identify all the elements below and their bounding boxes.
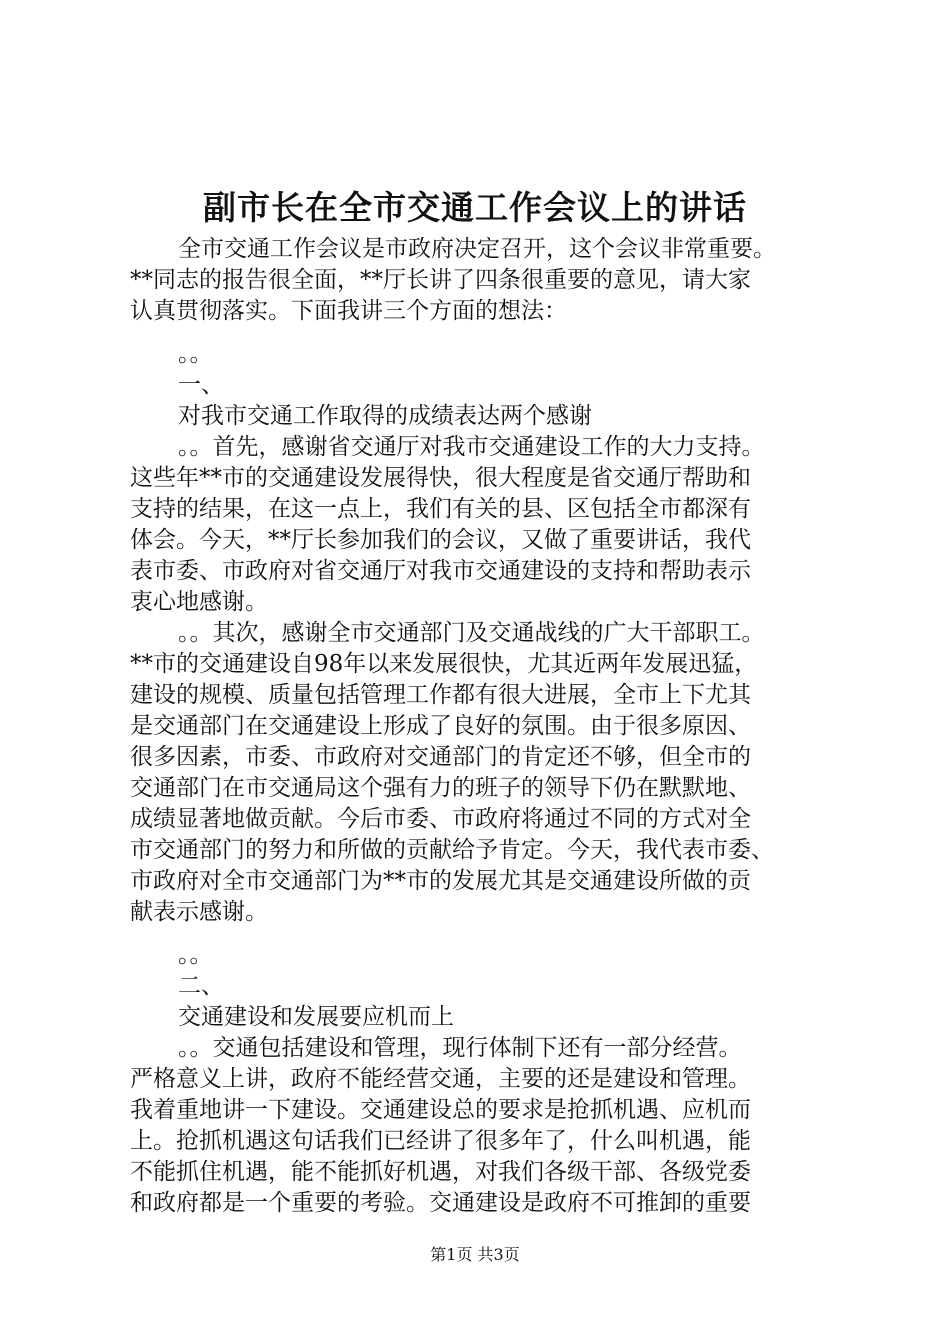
body-line: 建设的规模、质量包括管理工作都有很大进展，全市上下尤其	[130, 682, 751, 708]
paragraph-gap	[130, 928, 830, 940]
body-line: 很多因素，市委、市政府对交通部门的肯定还不够，但全市的	[130, 744, 751, 770]
body-line: 。。	[178, 942, 213, 968]
body-line: 献表示感谢。	[130, 899, 268, 925]
body-line: **同志的报告很全面，**厅长讲了四条很重要的意见，请大家	[130, 267, 751, 293]
body-line: 和政府都是一个重要的考验。交通建设是政府不可推卸的重要	[130, 1190, 751, 1216]
paragraph-gap	[130, 327, 830, 339]
page-footer: 第1页 共3页	[430, 1245, 520, 1264]
body-line: 支持的结果，在这一点上，我们有关的县、区包括全市都深有	[130, 496, 751, 522]
body-line: 成绩显著地做贡献。今后市委、市政府将通过不同的方式对全	[130, 806, 751, 832]
body-line: 衷心地感谢。	[130, 589, 268, 615]
body-line: 交通部门在市交通局这个强有力的班子的领导下仍在默默地、	[130, 775, 751, 801]
body-line: 。。交通包括建设和管理，现行体制下还有一部分经营。	[178, 1035, 742, 1061]
body-line: 这些年**市的交通建设发展得快，很大程度是省交通厅帮助和	[130, 465, 751, 491]
section-number: 一、	[178, 372, 224, 398]
body-line: 体会。今天，**厅长参加我们的会议，又做了重要讲话，我代	[130, 527, 751, 553]
body-line: 。。	[178, 341, 213, 367]
body-line: 认真贯彻落实。下面我讲三个方面的想法：	[130, 298, 567, 324]
body-line: 是交通部门在交通建设上形成了良好的氛围。由于很多原因、	[130, 713, 751, 739]
document-body	[130, 234, 830, 1219]
body-line: 全市交通工作会议是市政府决定召开，这个会议非常重要。	[178, 236, 776, 262]
body-line: 市交通部门的努力和所做的贡献给予肯定。今天，我代表市委、	[130, 837, 774, 863]
body-line: 。。首先，感谢省交通厅对我市交通建设工作的大力支持。	[178, 434, 765, 460]
body-line: 严格意义上讲，政府不能经营交通，主要的还是建设和管理。	[130, 1066, 751, 1092]
section-heading: 对我市交通工作取得的成绩表达两个感谢	[178, 403, 592, 429]
body-line: 。。其次，感谢全市交通部门及交通战线的广大干部职工。	[178, 620, 765, 646]
body-line: 不能抓住机遇，能不能抓好机遇，对我们各级干部、各级党委	[130, 1159, 751, 1185]
section-number: 二、	[178, 973, 224, 999]
body-line: 上。抢抓机遇这句话我们已经讲了很多年了，什么叫机遇，能	[130, 1128, 751, 1154]
body-line: 市政府对全市交通部门为**市的发展尤其是交通建设所做的贡	[130, 868, 751, 894]
body-line: 我着重地讲一下建设。交通建设总的要求是抢抓机遇、应机而	[130, 1097, 751, 1123]
body-line: **市的交通建设自98年以来发展很快，尤其近两年发展迅猛，	[130, 651, 758, 677]
section-heading: 交通建设和发展要应机而上	[178, 1004, 454, 1030]
document-title: 副市长在全市交通工作会议上的讲话	[203, 188, 747, 227]
body-line: 表市委、市政府对省交通厅对我市交通建设的支持和帮助表示	[130, 558, 751, 584]
